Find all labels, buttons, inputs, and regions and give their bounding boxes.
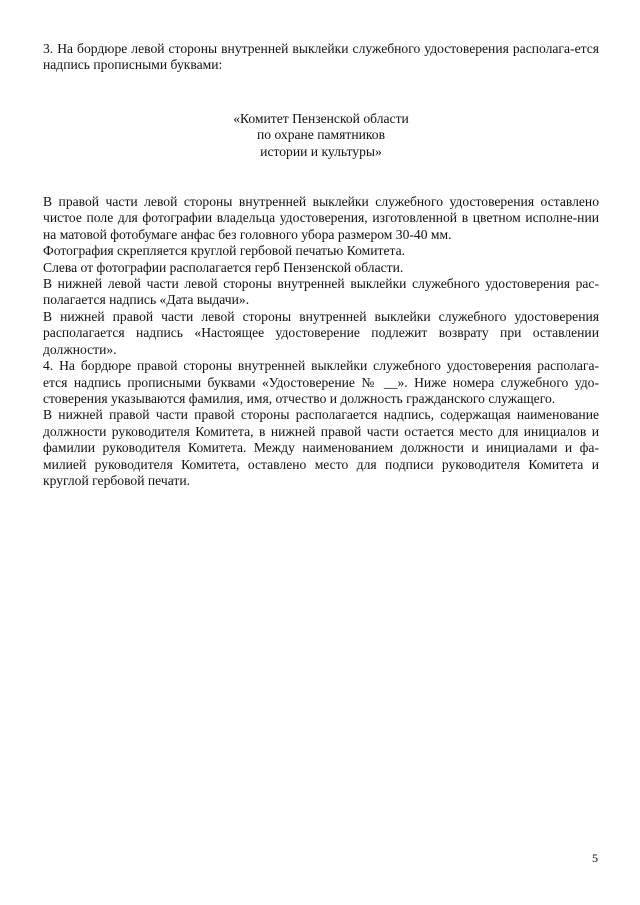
inscription-line: «Комитет Пензенской области — [233, 110, 409, 126]
committee-inscription — [43, 111, 599, 160]
issue-date-paragraph: В нижней левой части левой стороны внутренней выклейки служебного удостоверения рас-полагается надпись «Дата выдачи». — [43, 276, 599, 308]
right-side-border-paragraph: 4. На бордюре правой стороны внутренней выклейки служебного удостоверения располага-ется надпись прописными буквами «Удостоверение № __». Ниже номера служебного удо-стоверения указываются фамилия, имя, отчество и должность гражданского служащего. — [43, 358, 599, 406]
inscription-line: по охране памятников — [256, 127, 386, 143]
coat-of-arms-paragraph: Слева от фотографии располагается герб Пензенской области. — [43, 259, 404, 275]
head-signature-paragraph: В нижней правой части правой стороны располагается надпись, содержащая наименование должности руководителя Комитета, в нижней правой части остается место для инициалов и фамилии руководителя Комитета. Между наименованием должности и инициалами и фа-милией руководителя Комитета, оставлено место для подписи руководителя Комитета и круглой гербовой печати. — [43, 407, 599, 488]
inscription-line: истории и культуры» — [260, 143, 382, 159]
page-number: 5 — [592, 851, 598, 865]
photo-seal-paragraph: Фотография скрепляется круглой гербовой печатью Комитета. — [43, 243, 406, 259]
page-content — [43, 41, 599, 489]
return-notice-paragraph: В нижней правой части левой стороны внутренней выклейки служебного удостоверения располагается надпись «Настоящее удостоверение подлежит возврату при оставлении должности». — [43, 308, 599, 357]
intro-paragraph: 3. На бордюре левой стороны внутренней выклейки служебного удостоверения располага-ется надпись прописными буквами: — [43, 41, 599, 73]
photo-field-paragraph: В правой части левой стороны внутренней выклейки служебного удостоверения оставлено чистое поле для фотографии владельца удостоверения, изготовленной в цветном исполне-нии на матовой фотобумаге анфас без головного убора размером 30-40 мм. — [43, 194, 599, 242]
